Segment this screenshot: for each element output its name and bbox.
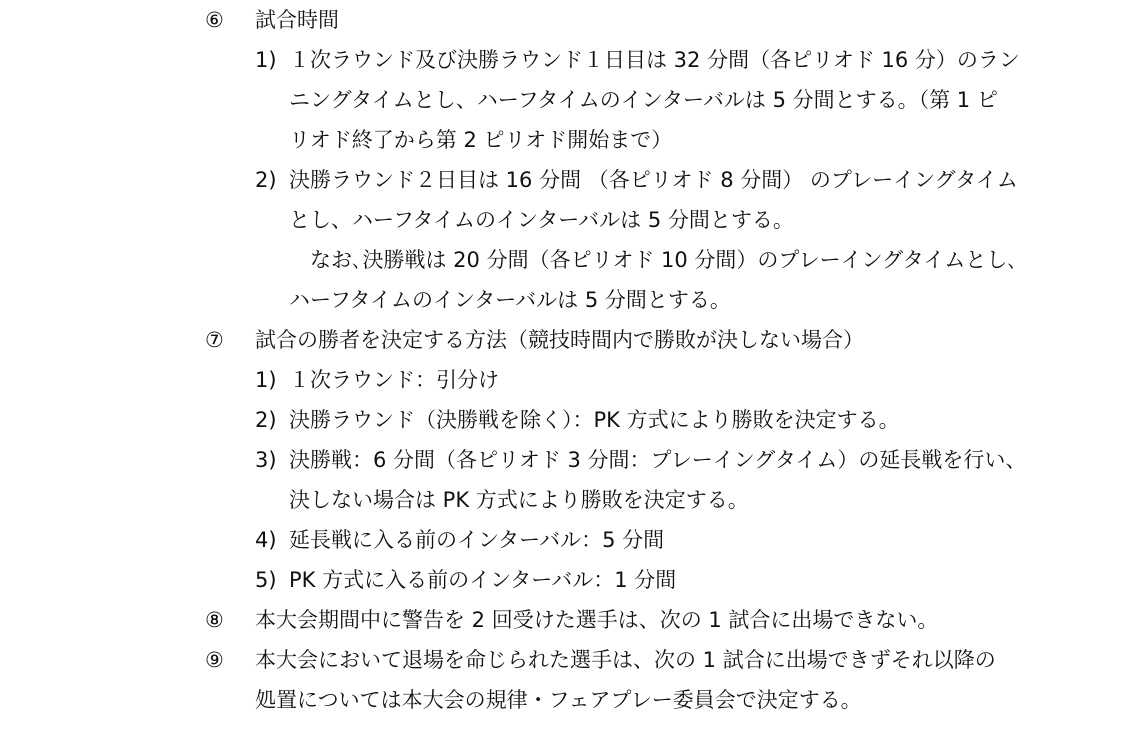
section-6-item-2-line-4: ハーフタイムのインターバルは 5 分間とする。: [289, 288, 731, 312]
section-6-item-1-line-2: ニングタイムとし、ハーフタイムのインターバルは 5 分間とする。（第 1 ピ: [289, 88, 998, 112]
section-7-item-3-line-1: 決勝戦：6 分間（各ピリオド 3 分間：プレーイングタイム）の延長戦を行い、: [289, 448, 1027, 472]
section-6-item-1-line-1: １次ラウンド及び決勝ラウンド１日目は 32 分間（各ピリオド 16 分）のラン: [289, 48, 1020, 72]
section-7-item-3-line-2: 決しない場合は PK 方式により勝敗を決定する。: [289, 488, 749, 512]
section-9-line-2: 処置については本大会の規律・フェアプレー委員会で決定する。: [255, 688, 862, 712]
section-7-item-5-line-1: PK 方式に入る前のインターバル：1 分間: [289, 568, 677, 592]
section-7-item-4-marker: 4): [255, 528, 277, 552]
section-9-line-1: 本大会において退場を命じられた選手は、次の 1 試合に出場できずそれ以降の: [255, 648, 996, 672]
section-7-item-2-line-1: 決勝ラウンド（決勝戦を除く）：PK 方式により勝敗を決定する。: [289, 408, 900, 432]
section-7-item-2-marker: 2): [255, 408, 277, 432]
section-6-item-2-line-2: とし、ハーフタイムのインターバルは 5 分間とする。: [289, 208, 794, 232]
section-7-title: 試合の勝者を決定する方法（競技時間内で勝敗が決しない場合）: [255, 328, 864, 352]
section-7-marker: ⑦: [205, 328, 224, 352]
section-7-item-3-marker: 3): [255, 448, 277, 472]
section-7-item-1-marker: 1): [255, 368, 277, 392]
section-6-title: 試合時間: [255, 8, 339, 32]
section-9-marker: ⑨: [205, 648, 224, 672]
section-7-item-1-line-1: １次ラウンド：引分け: [289, 368, 499, 392]
section-6-item-1-marker: 1): [255, 48, 277, 72]
section-6-item-1-line-3: リオド終了から第 2 ピリオド開始まで）: [289, 128, 673, 152]
section-8-marker: ⑧: [205, 608, 224, 632]
section-6-item-2-line-1: 決勝ラウンド２日目は 16 分間 （各ピリオド 8 分間） のプレーイングタイム: [289, 168, 1018, 192]
section-7-item-4-line-1: 延長戦に入る前のインターバル：5 分間: [289, 528, 665, 552]
section-7-item-5-marker: 5): [255, 568, 277, 592]
section-8-line-1: 本大会期間中に警告を 2 回受けた選手は、次の 1 試合に出場できない。: [255, 608, 939, 632]
section-6-marker: ⑥: [205, 8, 224, 32]
section-6-item-2-marker: 2): [255, 168, 277, 192]
section-6-item-2-line-3: なお､決勝戦は 20 分間（各ピリオド 10 分間）のプレーイングタイムとし､: [310, 248, 1018, 272]
